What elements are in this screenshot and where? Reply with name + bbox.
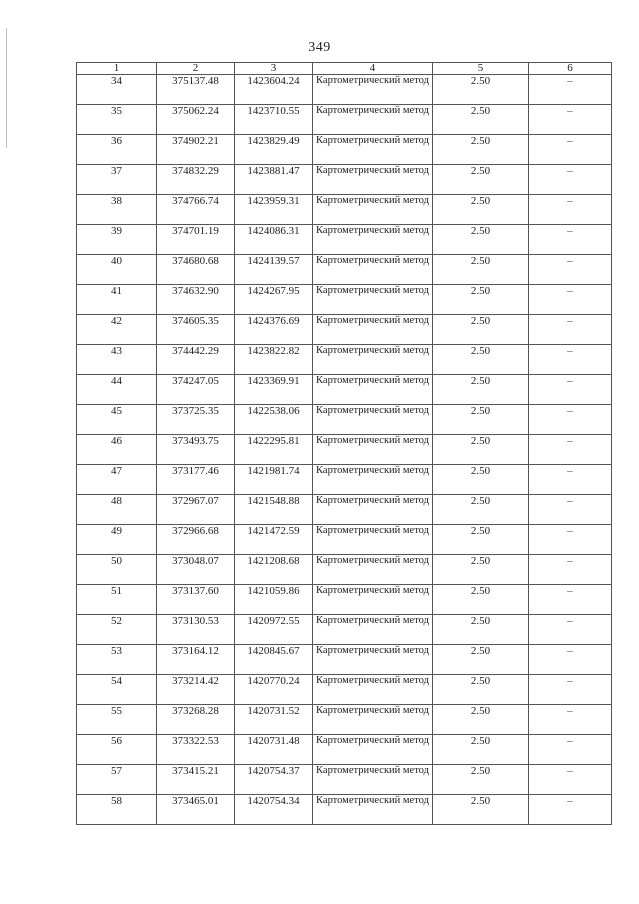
table-row bbox=[77, 765, 612, 795]
accuracy-cell: 2.50 bbox=[433, 135, 529, 165]
note-cell: – bbox=[529, 225, 612, 255]
accuracy-cell: 2.50 bbox=[433, 165, 529, 195]
column-header: 6 bbox=[529, 63, 612, 75]
y-coordinate-cell: 1421472.59 bbox=[235, 525, 313, 555]
note-cell: – bbox=[529, 345, 612, 375]
method-cell: Картометрический метод bbox=[313, 75, 433, 105]
column-header: 3 bbox=[235, 63, 313, 75]
accuracy-cell: 2.50 bbox=[433, 315, 529, 345]
point-number-cell: 42 bbox=[77, 315, 157, 345]
y-coordinate-cell: 1424376.69 bbox=[235, 315, 313, 345]
accuracy-cell: 2.50 bbox=[433, 555, 529, 585]
note-cell: – bbox=[529, 645, 612, 675]
table-row bbox=[77, 735, 612, 765]
note-cell: – bbox=[529, 465, 612, 495]
y-coordinate-cell: 1420972.55 bbox=[235, 615, 313, 645]
x-coordinate-cell: 372966.68 bbox=[157, 525, 235, 555]
x-coordinate-cell: 374902.21 bbox=[157, 135, 235, 165]
point-number-cell: 40 bbox=[77, 255, 157, 285]
table-row bbox=[77, 795, 612, 825]
note-cell: – bbox=[529, 525, 612, 555]
method-cell: Картометрический метод bbox=[313, 615, 433, 645]
accuracy-cell: 2.50 bbox=[433, 675, 529, 705]
y-coordinate-cell: 1421059.86 bbox=[235, 585, 313, 615]
table-row bbox=[77, 465, 612, 495]
x-coordinate-cell: 373465.01 bbox=[157, 795, 235, 825]
note-cell: – bbox=[529, 405, 612, 435]
x-coordinate-cell: 374632.90 bbox=[157, 285, 235, 315]
y-coordinate-cell: 1421981.74 bbox=[235, 465, 313, 495]
point-number-cell: 41 bbox=[77, 285, 157, 315]
note-cell: – bbox=[529, 135, 612, 165]
method-cell: Картометрический метод bbox=[313, 225, 433, 255]
table-row bbox=[77, 225, 612, 255]
table-row bbox=[77, 405, 612, 435]
method-cell: Картометрический метод bbox=[313, 765, 433, 795]
method-cell: Картометрический метод bbox=[313, 255, 433, 285]
table-row bbox=[77, 105, 612, 135]
table-row bbox=[77, 525, 612, 555]
note-cell: – bbox=[529, 495, 612, 525]
note-cell: – bbox=[529, 165, 612, 195]
accuracy-cell: 2.50 bbox=[433, 105, 529, 135]
x-coordinate-cell: 373130.53 bbox=[157, 615, 235, 645]
accuracy-cell: 2.50 bbox=[433, 465, 529, 495]
y-coordinate-cell: 1420845.67 bbox=[235, 645, 313, 675]
y-coordinate-cell: 1421208.68 bbox=[235, 555, 313, 585]
table-row bbox=[77, 375, 612, 405]
note-cell: – bbox=[529, 435, 612, 465]
method-cell: Картометрический метод bbox=[313, 585, 433, 615]
method-cell: Картометрический метод bbox=[313, 465, 433, 495]
point-number-cell: 34 bbox=[77, 75, 157, 105]
x-coordinate-cell: 374247.05 bbox=[157, 375, 235, 405]
x-coordinate-cell: 374701.19 bbox=[157, 225, 235, 255]
note-cell: – bbox=[529, 765, 612, 795]
y-coordinate-cell: 1420754.34 bbox=[235, 795, 313, 825]
point-number-cell: 49 bbox=[77, 525, 157, 555]
accuracy-cell: 2.50 bbox=[433, 195, 529, 225]
table-row bbox=[77, 285, 612, 315]
y-coordinate-cell: 1423959.31 bbox=[235, 195, 313, 225]
x-coordinate-cell: 373725.35 bbox=[157, 405, 235, 435]
x-coordinate-cell: 373137.60 bbox=[157, 585, 235, 615]
accuracy-cell: 2.50 bbox=[433, 795, 529, 825]
note-cell: – bbox=[529, 585, 612, 615]
accuracy-cell: 2.50 bbox=[433, 75, 529, 105]
point-number-cell: 52 bbox=[77, 615, 157, 645]
accuracy-cell: 2.50 bbox=[433, 705, 529, 735]
method-cell: Картометрический метод bbox=[313, 735, 433, 765]
accuracy-cell: 2.50 bbox=[433, 285, 529, 315]
table-row bbox=[77, 645, 612, 675]
y-coordinate-cell: 1422538.06 bbox=[235, 405, 313, 435]
y-coordinate-cell: 1423881.47 bbox=[235, 165, 313, 195]
accuracy-cell: 2.50 bbox=[433, 525, 529, 555]
x-coordinate-cell: 374605.35 bbox=[157, 315, 235, 345]
note-cell: – bbox=[529, 75, 612, 105]
table-row bbox=[77, 315, 612, 345]
method-cell: Картометрический метод bbox=[313, 165, 433, 195]
method-cell: Картометрический метод bbox=[313, 495, 433, 525]
method-cell: Картометрический метод bbox=[313, 795, 433, 825]
table-body bbox=[77, 75, 612, 825]
point-number-cell: 57 bbox=[77, 765, 157, 795]
x-coordinate-cell: 374680.68 bbox=[157, 255, 235, 285]
note-cell: – bbox=[529, 735, 612, 765]
point-number-cell: 51 bbox=[77, 585, 157, 615]
note-cell: – bbox=[529, 615, 612, 645]
point-number-cell: 43 bbox=[77, 345, 157, 375]
accuracy-cell: 2.50 bbox=[433, 765, 529, 795]
method-cell: Картометрический метод bbox=[313, 405, 433, 435]
point-number-cell: 58 bbox=[77, 795, 157, 825]
column-header: 5 bbox=[433, 63, 529, 75]
y-coordinate-cell: 1423829.49 bbox=[235, 135, 313, 165]
column-header: 1 bbox=[77, 63, 157, 75]
method-cell: Картометрический метод bbox=[313, 345, 433, 375]
table-row bbox=[77, 495, 612, 525]
table-row bbox=[77, 345, 612, 375]
note-cell: – bbox=[529, 675, 612, 705]
note-cell: – bbox=[529, 795, 612, 825]
accuracy-cell: 2.50 bbox=[433, 645, 529, 675]
x-coordinate-cell: 372967.07 bbox=[157, 495, 235, 525]
accuracy-cell: 2.50 bbox=[433, 405, 529, 435]
point-number-cell: 56 bbox=[77, 735, 157, 765]
accuracy-cell: 2.50 bbox=[433, 495, 529, 525]
table-row bbox=[77, 135, 612, 165]
x-coordinate-cell: 373177.46 bbox=[157, 465, 235, 495]
method-cell: Картометрический метод bbox=[313, 105, 433, 135]
y-coordinate-cell: 1420731.48 bbox=[235, 735, 313, 765]
y-coordinate-cell: 1421548.88 bbox=[235, 495, 313, 525]
method-cell: Картометрический метод bbox=[313, 375, 433, 405]
point-number-cell: 45 bbox=[77, 405, 157, 435]
method-cell: Картометрический метод bbox=[313, 525, 433, 555]
note-cell: – bbox=[529, 555, 612, 585]
y-coordinate-cell: 1420754.37 bbox=[235, 765, 313, 795]
coordinates-table bbox=[76, 62, 612, 825]
column-header: 4 bbox=[313, 63, 433, 75]
column-header: 2 bbox=[157, 63, 235, 75]
point-number-cell: 35 bbox=[77, 105, 157, 135]
table-row bbox=[77, 255, 612, 285]
x-coordinate-cell: 373322.53 bbox=[157, 735, 235, 765]
y-coordinate-cell: 1424267.95 bbox=[235, 285, 313, 315]
accuracy-cell: 2.50 bbox=[433, 585, 529, 615]
point-number-cell: 48 bbox=[77, 495, 157, 525]
table-row bbox=[77, 195, 612, 225]
point-number-cell: 38 bbox=[77, 195, 157, 225]
x-coordinate-cell: 373048.07 bbox=[157, 555, 235, 585]
accuracy-cell: 2.50 bbox=[433, 435, 529, 465]
x-coordinate-cell: 374766.74 bbox=[157, 195, 235, 225]
point-number-cell: 50 bbox=[77, 555, 157, 585]
y-coordinate-cell: 1422295.81 bbox=[235, 435, 313, 465]
point-number-cell: 53 bbox=[77, 645, 157, 675]
note-cell: – bbox=[529, 705, 612, 735]
accuracy-cell: 2.50 bbox=[433, 735, 529, 765]
point-number-cell: 55 bbox=[77, 705, 157, 735]
x-coordinate-cell: 375062.24 bbox=[157, 105, 235, 135]
x-coordinate-cell: 375137.48 bbox=[157, 75, 235, 105]
note-cell: – bbox=[529, 195, 612, 225]
x-coordinate-cell: 373493.75 bbox=[157, 435, 235, 465]
table-row bbox=[77, 75, 612, 105]
method-cell: Картометрический метод bbox=[313, 555, 433, 585]
table-header-row bbox=[77, 63, 612, 75]
table-row bbox=[77, 435, 612, 465]
table-row bbox=[77, 675, 612, 705]
x-coordinate-cell: 373214.42 bbox=[157, 675, 235, 705]
x-coordinate-cell: 374442.29 bbox=[157, 345, 235, 375]
note-cell: – bbox=[529, 255, 612, 285]
note-cell: – bbox=[529, 285, 612, 315]
table-row bbox=[77, 555, 612, 585]
y-coordinate-cell: 1423369.91 bbox=[235, 375, 313, 405]
note-cell: – bbox=[529, 375, 612, 405]
point-number-cell: 54 bbox=[77, 675, 157, 705]
y-coordinate-cell: 1423710.55 bbox=[235, 105, 313, 135]
note-cell: – bbox=[529, 105, 612, 135]
page-number: 349 bbox=[308, 40, 331, 55]
point-number-cell: 39 bbox=[77, 225, 157, 255]
table-row bbox=[77, 615, 612, 645]
method-cell: Картометрический метод bbox=[313, 645, 433, 675]
y-coordinate-cell: 1420770.24 bbox=[235, 675, 313, 705]
table-row bbox=[77, 165, 612, 195]
note-cell: – bbox=[529, 315, 612, 345]
method-cell: Картометрический метод bbox=[313, 285, 433, 315]
point-number-cell: 47 bbox=[77, 465, 157, 495]
x-coordinate-cell: 373415.21 bbox=[157, 765, 235, 795]
method-cell: Картометрический метод bbox=[313, 705, 433, 735]
accuracy-cell: 2.50 bbox=[433, 615, 529, 645]
y-coordinate-cell: 1424139.57 bbox=[235, 255, 313, 285]
method-cell: Картометрический метод bbox=[313, 435, 433, 465]
accuracy-cell: 2.50 bbox=[433, 345, 529, 375]
point-number-cell: 36 bbox=[77, 135, 157, 165]
point-number-cell: 46 bbox=[77, 435, 157, 465]
y-coordinate-cell: 1423604.24 bbox=[235, 75, 313, 105]
y-coordinate-cell: 1423822.82 bbox=[235, 345, 313, 375]
x-coordinate-cell: 373164.12 bbox=[157, 645, 235, 675]
method-cell: Картометрический метод bbox=[313, 675, 433, 705]
point-number-cell: 44 bbox=[77, 375, 157, 405]
y-coordinate-cell: 1420731.52 bbox=[235, 705, 313, 735]
accuracy-cell: 2.50 bbox=[433, 225, 529, 255]
point-number-cell: 37 bbox=[77, 165, 157, 195]
table-row bbox=[77, 705, 612, 735]
x-coordinate-cell: 373268.28 bbox=[157, 705, 235, 735]
x-coordinate-cell: 374832.29 bbox=[157, 165, 235, 195]
method-cell: Картометрический метод bbox=[313, 315, 433, 345]
accuracy-cell: 2.50 bbox=[433, 255, 529, 285]
table-row bbox=[77, 585, 612, 615]
method-cell: Картометрический метод bbox=[313, 135, 433, 165]
y-coordinate-cell: 1424086.31 bbox=[235, 225, 313, 255]
accuracy-cell: 2.50 bbox=[433, 375, 529, 405]
method-cell: Картометрический метод bbox=[313, 195, 433, 225]
